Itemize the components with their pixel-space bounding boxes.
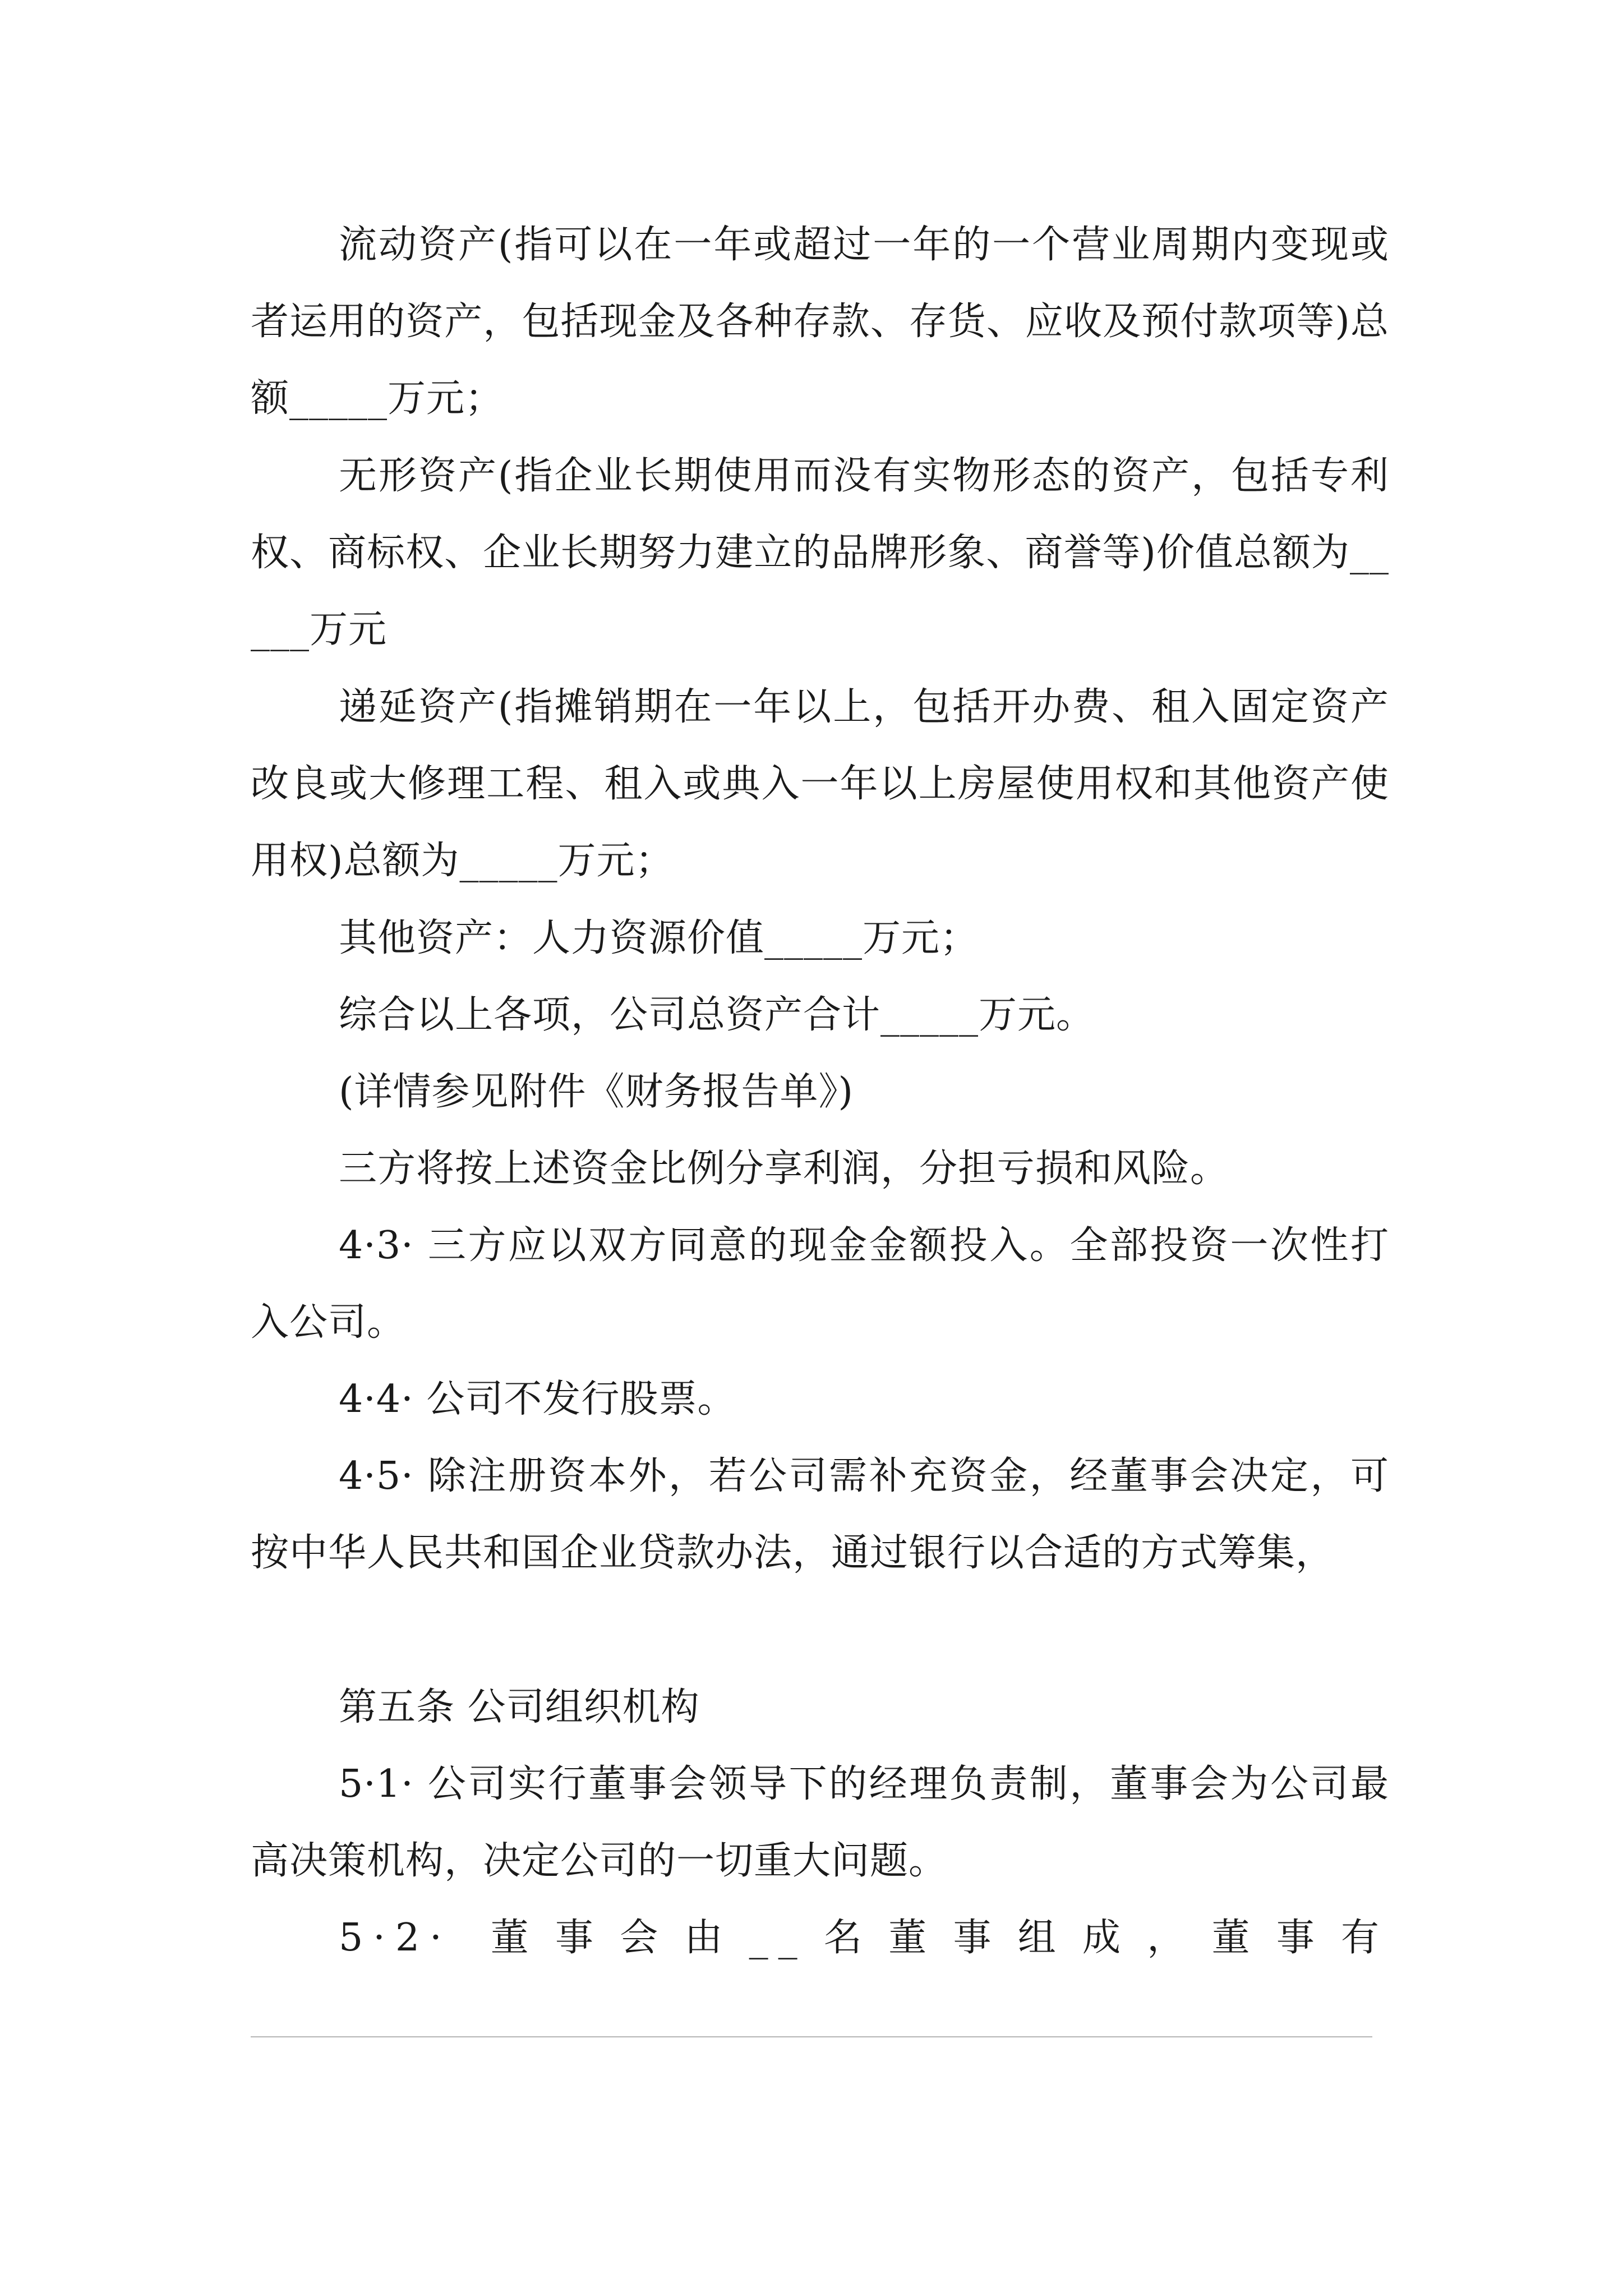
clause-5-2: 5·2· 董事会由__名董事组成，董事有	[339, 1916, 1389, 1960]
paragraph-total-assets: 综合以上各项，公司总资产合计_____万元。	[339, 993, 1095, 1037]
paragraph-attachment-note: (详情参见附件《财务报告单》)	[339, 1070, 854, 1114]
paragraph-other-assets: 其他资产：人力资源价值_____万元；	[339, 916, 979, 960]
paragraph-profit-sharing: 三方将按上述资金比例分享利润，分担亏损和风险。	[339, 1147, 1229, 1191]
clause-4-3: 4·3· 三方应以双方同意的现金金额投入。全部投资一次性打入公司。	[251, 1223, 1389, 1345]
paragraph-deferred-assets: 递延资产(指摊销期在一年以上，包括开办费、租入固定资产改良或大修理工程、租入或典入一年以上房屋使用权和其他资产使用权)总额为_____万元；	[251, 685, 1389, 883]
paragraph-intangible-assets: 无形资产(指企业长期使用而没有实物形态的资产，包括专利权、商标权、企业长期努力建立的品牌形象、商誉等)价值总额为_____万元	[251, 454, 1389, 652]
clause-5-1: 5·1· 公司实行董事会领导下的经理负责制，董事会为公司最高决策机构，决定公司的一切重大问题。	[251, 1762, 1389, 1883]
clause-4-5: 4·5· 除注册资本外，若公司需补充资金，经董事会决定，可按中华人民共和国企业贷款办法，通过银行以合适的方式筹集，	[251, 1454, 1389, 1575]
clause-4-4: 4·4· 公司不发行股票。	[339, 1377, 736, 1421]
article-5-heading: 第五条 公司组织机构	[339, 1685, 700, 1729]
paragraph-current-assets: 流动资产(指可以在一年或超过一年的一个营业周期内变现或者运用的资产，包括现金及各种存款、存货、应收及预付款项等)总额_____万元；	[251, 223, 1389, 421]
footer-divider	[251, 2036, 1372, 2037]
